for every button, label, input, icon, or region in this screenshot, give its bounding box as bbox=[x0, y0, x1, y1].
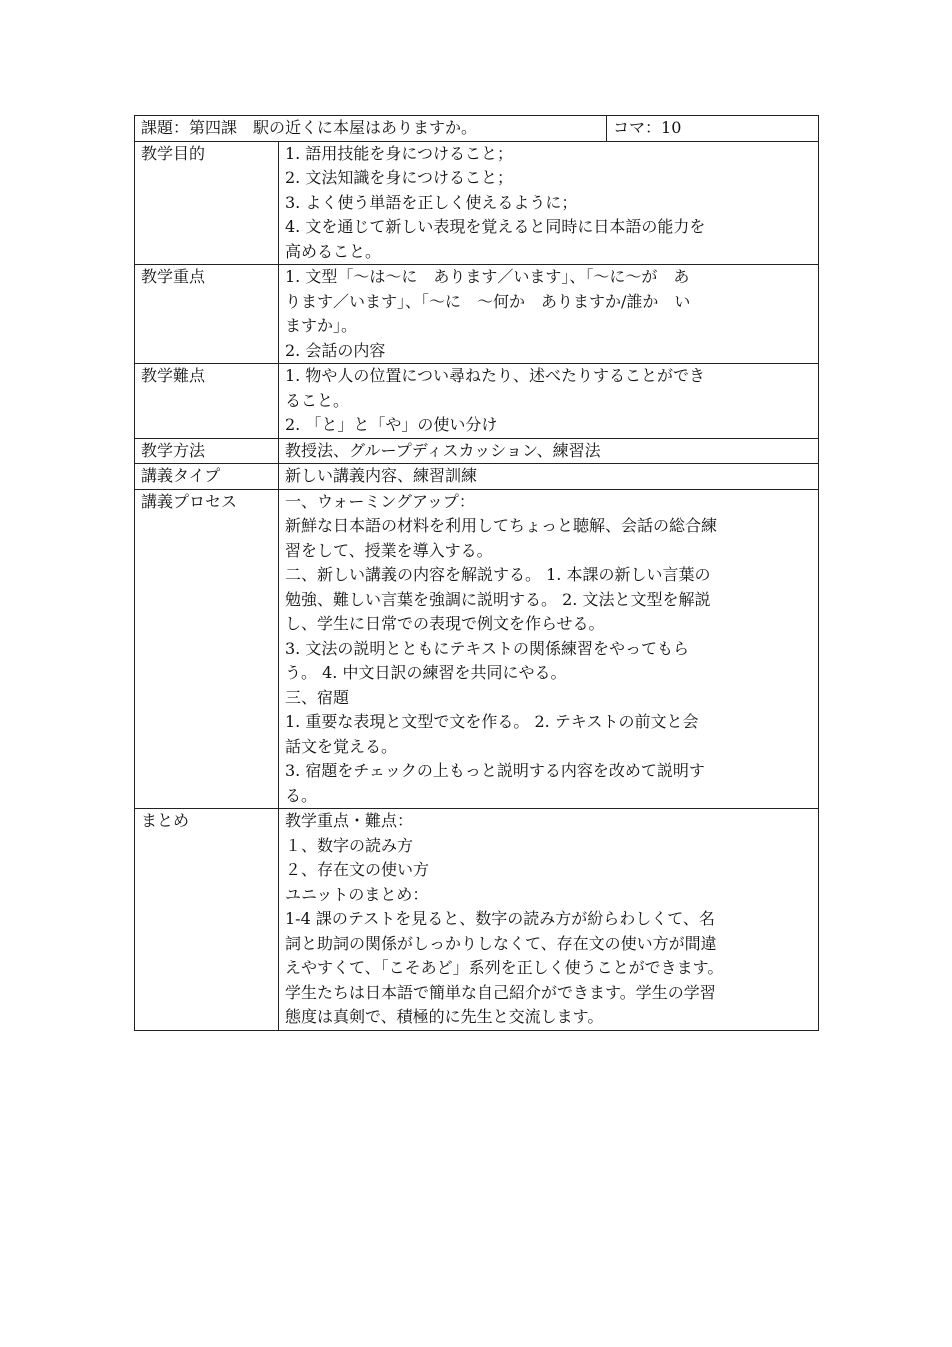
content-line: 1. 語用技能を身につけること； bbox=[285, 143, 514, 163]
content-line: 新しい講義内容、練習訓練 bbox=[285, 466, 478, 485]
row-content-objectives bbox=[279, 141, 819, 265]
content-line: ること。 bbox=[285, 390, 350, 410]
content-line: 3. よく使う単語を正しく使えるように； bbox=[285, 192, 578, 212]
content-line: 4. 文を通じて新しい表現を覚えると同時に日本語の能力を bbox=[285, 217, 706, 236]
row-label-summary: まとめ bbox=[135, 809, 279, 1031]
table-row bbox=[135, 265, 819, 364]
content-line: 1-4 課のテストを見ると、数字の読み方が紛らわしくて、名 bbox=[285, 909, 715, 928]
table-row bbox=[135, 141, 819, 265]
row-label-lecture-process: 講義プロセス bbox=[135, 489, 279, 809]
content-line: 態度は真剣で、積極的に先生と交流します。 bbox=[285, 1007, 604, 1026]
content-line: 新鮮な日本語の材料を利用してちょっと聴解、会話の総合練 bbox=[285, 516, 718, 535]
row-label-lecture-type: 講義タイプ bbox=[135, 464, 279, 490]
content-line: ユニットのまとめ： bbox=[285, 884, 429, 904]
row-content-key-points bbox=[279, 265, 819, 364]
row-label-methods: 教学方法 bbox=[135, 438, 279, 464]
table-row bbox=[135, 364, 819, 439]
content-line: １、数字の読み方 bbox=[285, 835, 414, 855]
row-label-key-points: 教学重点 bbox=[135, 265, 279, 364]
content-line: ります／います」、「～に ～何か ありますか/誰か い bbox=[285, 291, 691, 311]
table-row bbox=[135, 464, 819, 490]
content-line: ますか」。 bbox=[285, 316, 358, 335]
table-row bbox=[135, 489, 819, 809]
content-line: 1. 文型「～は～に あります／います」、「～に～が あ bbox=[285, 267, 690, 286]
content-line: 教学重点・難点： bbox=[285, 811, 414, 830]
content-line: 三、宿題 bbox=[285, 687, 350, 707]
content-line: ２、存在文の使い方 bbox=[285, 860, 430, 879]
content-line: し、学生に日常での表現で例文を作らせる。 bbox=[285, 614, 605, 633]
content-line: 一、ウォーミングアップ： bbox=[285, 491, 475, 511]
content-line: 高めること。 bbox=[285, 241, 382, 261]
content-line: う。 4. 中文日訳の練習を共同にやる。 bbox=[285, 663, 567, 682]
content-line: る。 bbox=[285, 785, 318, 805]
content-line: 勉強、難しい言葉を強調に説明する。 2. 文法と文型を解説 bbox=[285, 589, 711, 609]
content-line: えやすくて、「こそあど」系列を正しく使うことができます。 bbox=[285, 958, 724, 977]
row-content-lecture-type bbox=[279, 464, 819, 490]
content-line: 教授法、グループディスカッション、練習法 bbox=[285, 440, 601, 460]
table-row bbox=[135, 809, 819, 1031]
content-line: 2. 文法知識を身につけること； bbox=[285, 168, 514, 187]
content-line: 1. 重要な表現と文型で文を作る。 2. テキストの前文と会 bbox=[285, 712, 699, 731]
content-line: 習をして、授業を導入する。 bbox=[285, 540, 493, 560]
row-label-difficulties: 教学難点 bbox=[135, 364, 279, 439]
content-line: 学生たちは日本語で簡単な自己紹介ができます。学生の学習 bbox=[285, 982, 716, 1002]
table-row bbox=[135, 438, 819, 464]
row-label-objectives: 教学目的 bbox=[135, 141, 279, 265]
content-line: 1. 物や人の位置につい尋ねたり、述べたりすることができ bbox=[285, 366, 706, 385]
content-line: 3. 宿題をチェックの上もっと説明する内容を改めて説明す bbox=[285, 761, 705, 780]
content-line: 2. 会話の内容 bbox=[285, 340, 386, 360]
row-content-summary bbox=[279, 809, 819, 1031]
lesson-plan-table bbox=[134, 115, 819, 1031]
content-line: 二、新しい講義の内容を解説する。 1. 本課の新しい言葉の bbox=[285, 565, 711, 584]
row-content-lecture-process bbox=[279, 489, 819, 809]
content-line: 詞と助詞の関係がしっかりしなくて、存在文の使い方が間違 bbox=[285, 933, 717, 953]
lesson-title: 課題：第四課 駅の近くに本屋はありますか。 bbox=[135, 116, 607, 142]
content-line: 話文を覚える。 bbox=[285, 736, 398, 756]
row-content-methods bbox=[279, 438, 819, 464]
content-line: 2. 「と」と「や」の使い分け bbox=[285, 415, 498, 434]
header-row bbox=[135, 116, 819, 142]
content-line: 3. 文法の説明とともにテキストの関係練習をやってもら bbox=[285, 638, 690, 658]
row-content-difficulties bbox=[279, 364, 819, 439]
koma-number: コマ：10 bbox=[607, 116, 819, 142]
